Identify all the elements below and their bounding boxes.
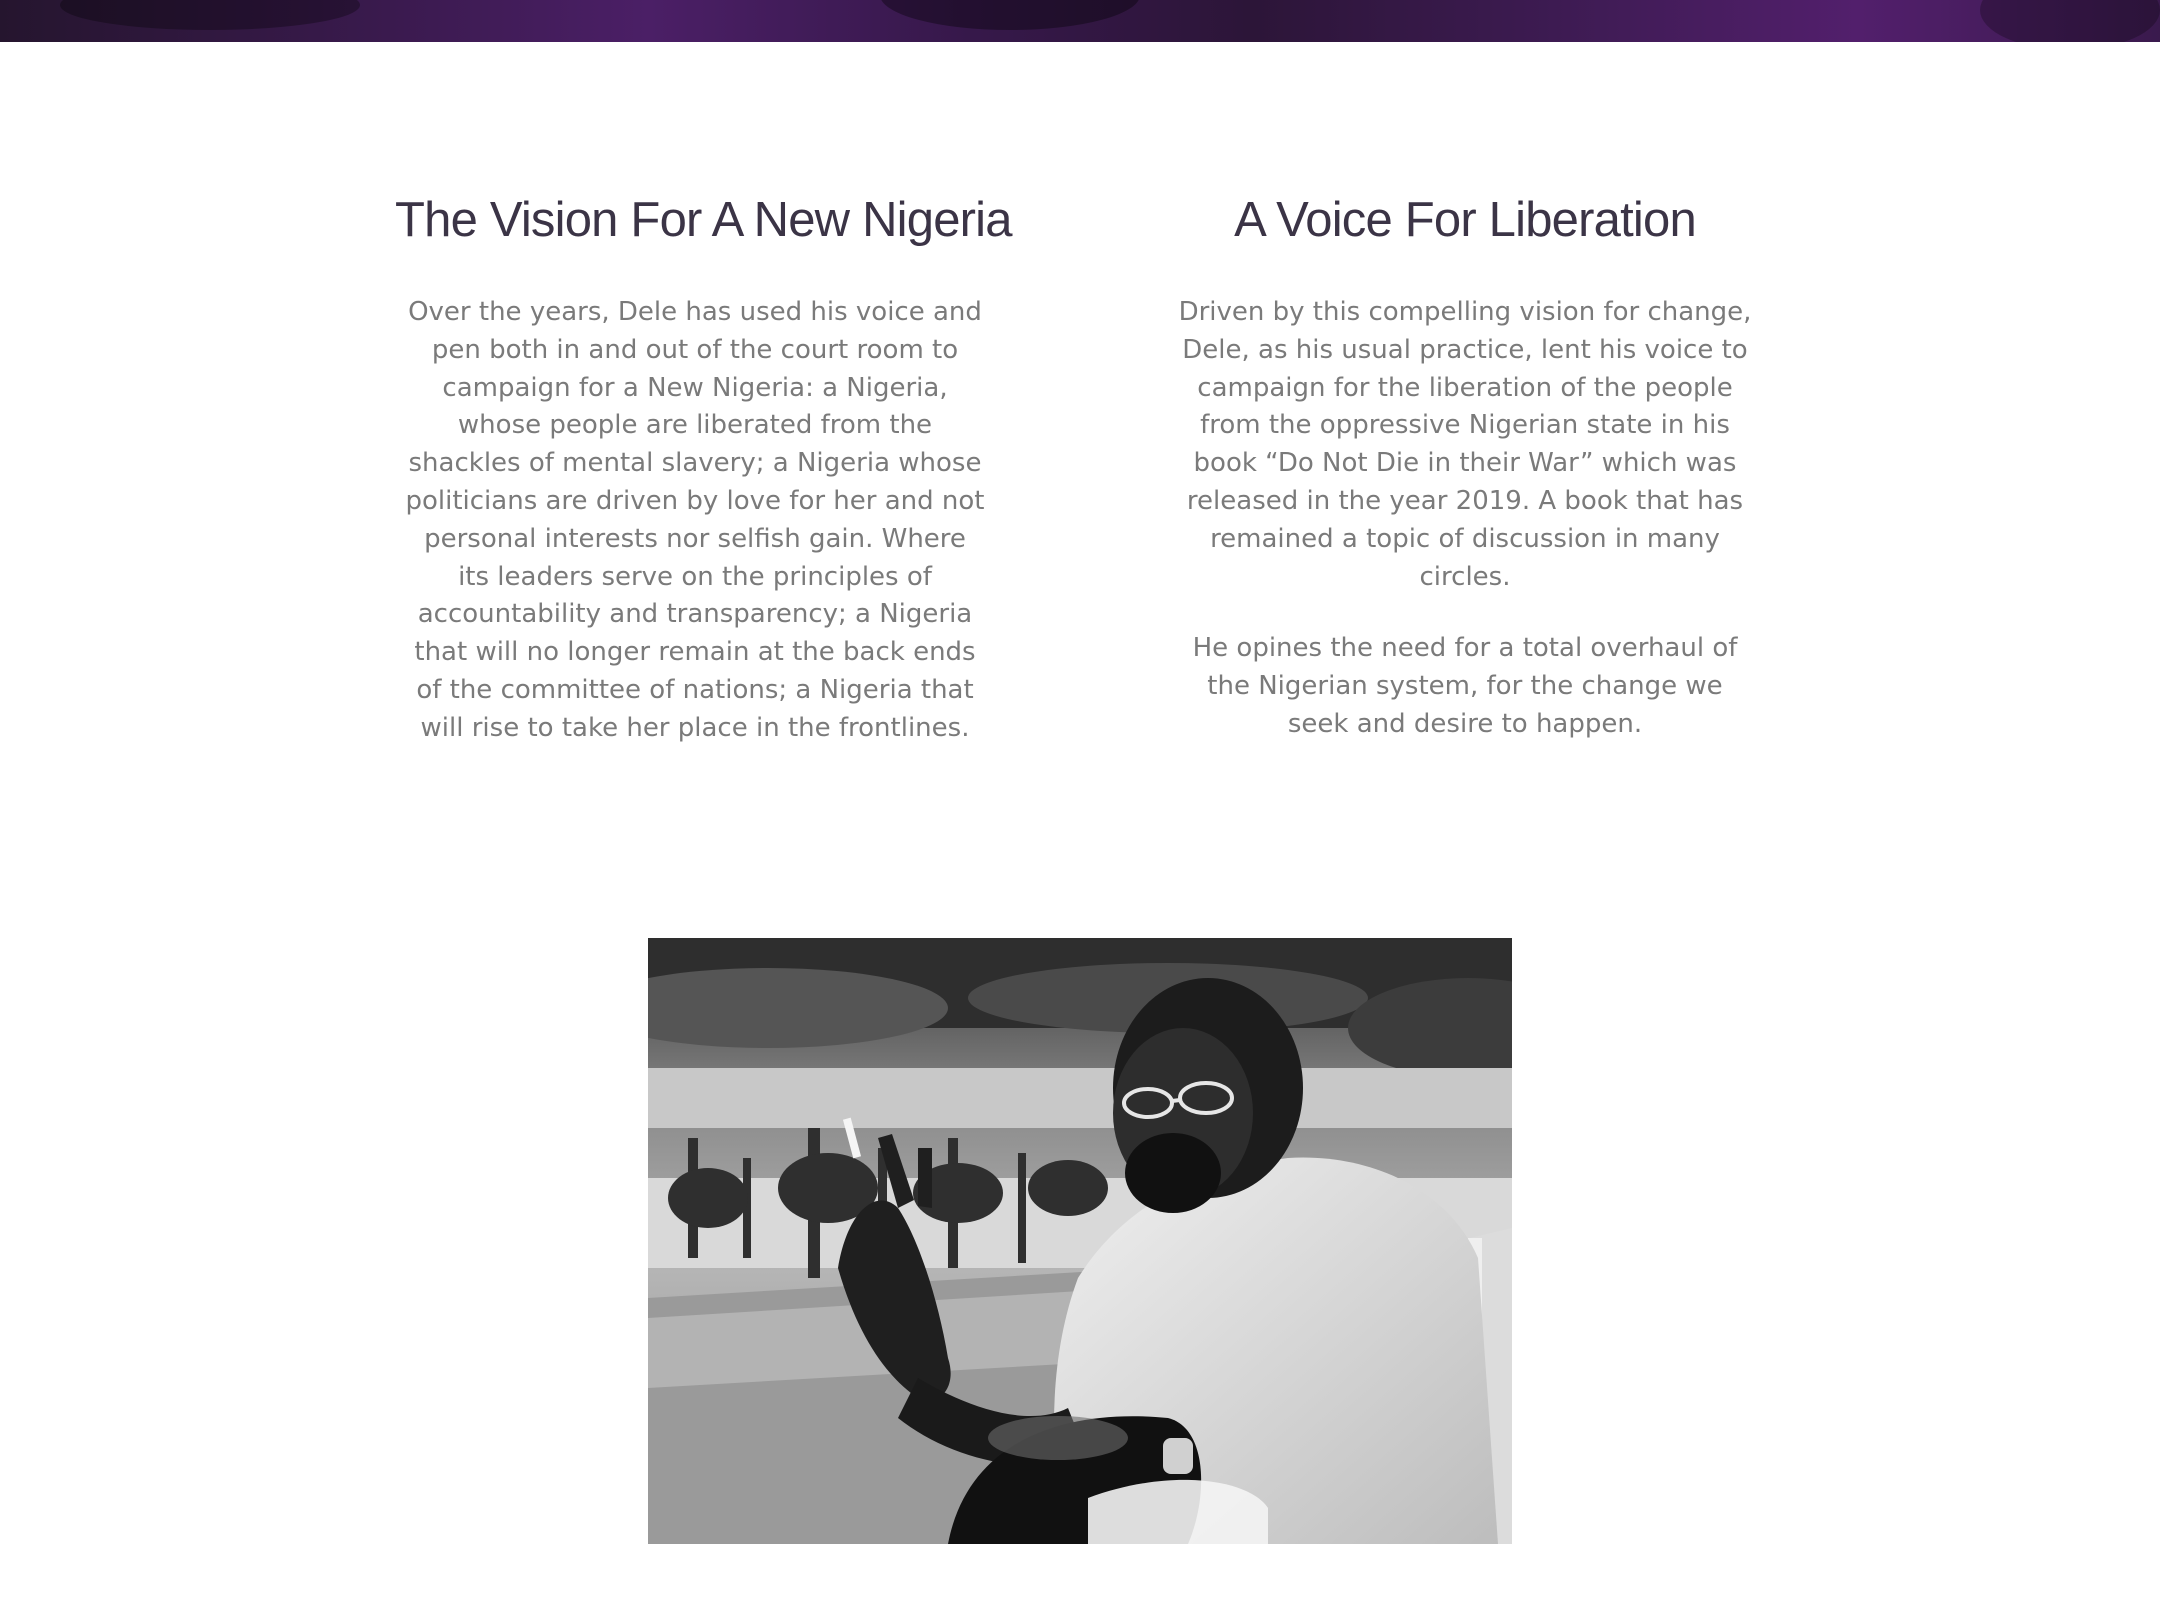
hero-banner-strip: [0, 0, 2160, 42]
liberation-paragraph-2: He opines the need for a total overhaul of the Nigerian system, for the change we seek and desire to happen.: [1192, 633, 1738, 739]
liberation-paragraph-1: Driven by this compelling vision for change, Dele, as his usual practice, lent his voice to campaign for the liberation of the people from the oppressive Nigerian state in his book “Do Not Die in their War” which was released in the year 2019. A book that has remained a topic of discussion in many circles.: [1178, 297, 1752, 592]
liberation-heading: A Voice For Liberation: [1234, 193, 1696, 247]
vision-text: Over the years, Dele has used his voice and pen both in and out of the court room to campaign for a New Nigeria: a Nigeria, whose people are liberated from the shackles of mental slavery; a Nigeria whose politicians are driven by love for her and not personal interests nor selfish gain. Where its leaders serve on the principles of accountability and transparency; a Nigeria that will no longer remain at the back ends of the committee of nations; a Nigeria that will rise to take her place in the frontlines.: [405, 297, 985, 743]
vision-section: [395, 190, 1012, 748]
liberation-section: [1165, 190, 1765, 744]
vision-heading: The Vision For A New Nigeria: [395, 193, 1012, 247]
portrait-photo: [648, 938, 1512, 1544]
portrait-illustration: [648, 938, 1512, 1544]
